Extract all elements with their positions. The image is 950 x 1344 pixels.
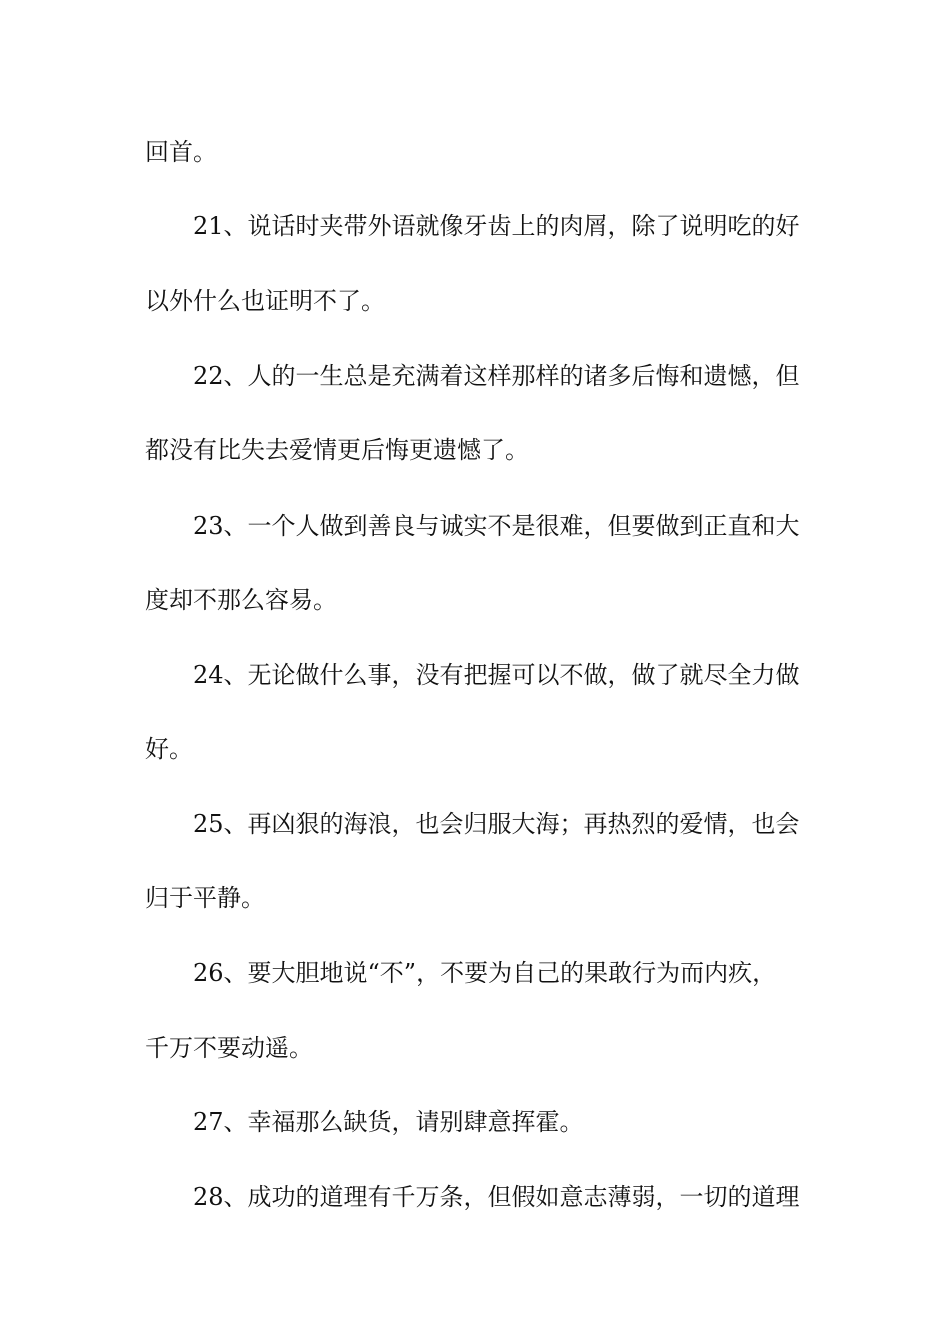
text-line: 21、说话时夹带外语就像牙齿上的肉屑，除了说明吃的好 [193,212,800,240]
text-line: 27、幸福那么缺货，请别肆意挥霍。 [193,1108,584,1136]
text-line: 都没有比失去爱情更后悔更遗憾了。 [145,436,529,464]
text-line: 归于平静。 [145,884,265,912]
text-line: 22、人的一生总是充满着这样那样的诸多后悔和遗憾，但 [193,362,800,390]
text-line: 以外什么也证明不了。 [145,287,385,315]
text-line: 好。 [145,735,193,763]
text-line: 25、再凶狠的海浪，也会归服大海；再热烈的爱情，也会 [193,810,800,838]
text-line: 回首。 [145,138,217,166]
text-line: 度却不那么容易。 [145,586,337,614]
text-line: 24、无论做什么事，没有把握可以不做，做了就尽全力做 [193,661,800,689]
text-line: 28、成功的道理有千万条，但假如意志薄弱，一切的道理 [193,1183,800,1211]
text-line: 23、一个人做到善良与诚实不是很难，但要做到正直和大 [193,512,800,540]
text-line: 26、要大胆地说“不”，不要为自己的果敢行为而内疚， [193,959,777,987]
text-line: 千万不要动遥。 [145,1034,313,1062]
